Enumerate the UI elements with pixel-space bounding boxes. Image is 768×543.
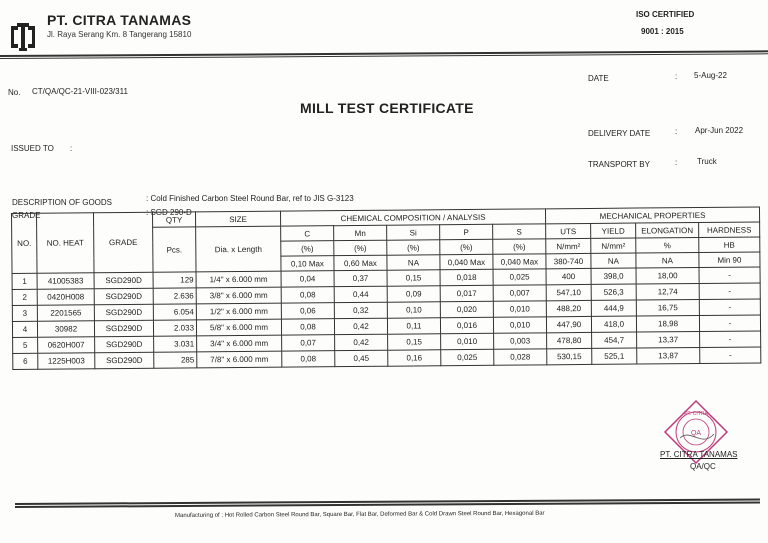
cell-s: 0,028 [494, 349, 547, 365]
cell-c: 0,07 [282, 335, 335, 351]
chem-col-limit: 0,040 Max [440, 254, 493, 269]
cell-qty: 2.636 [153, 288, 196, 304]
cell-heat: 41005383 [37, 273, 94, 289]
cell-no: 3 [12, 305, 37, 321]
cell-s: 0,010 [493, 301, 546, 317]
date-colon: : [675, 72, 678, 81]
chem-col-name: Si [387, 225, 440, 240]
col-qty-header: QTY [152, 212, 195, 227]
mech-col-limit: NA [636, 252, 699, 268]
cell-p: 0,018 [440, 269, 493, 285]
cell-size: 1/4" x 6.000 mm [196, 271, 281, 288]
cell-hardness: - [700, 331, 761, 348]
cell-heat: 30982 [37, 321, 94, 337]
date-value: 5-Aug-22 [694, 71, 727, 80]
transport-label: TRANSPORT BY [588, 160, 650, 169]
cell-elongation: 16,75 [636, 299, 699, 316]
cell-c: 0,04 [281, 271, 334, 287]
cell-yield: 526,3 [591, 284, 636, 300]
date-label: DATE [588, 74, 609, 83]
signatory-company: PT. CITRA TANAMAS [660, 450, 738, 459]
cell-yield: 418,0 [591, 316, 636, 332]
cell-qty: 285 [154, 352, 197, 368]
cell-si: 0,10 [387, 302, 440, 318]
chem-col-unit: (%) [493, 239, 546, 254]
cell-si: 0,11 [387, 318, 440, 334]
cell-no: 5 [13, 337, 38, 353]
mech-col-unit: N/mm² [591, 238, 636, 253]
col-no-header: NO. [12, 213, 38, 273]
mech-col-name: ELONGATION [636, 222, 699, 238]
cell-c: 0,06 [281, 303, 334, 319]
delivery-date-value: Apr-Jun 2022 [695, 126, 744, 135]
cell-p: 0,020 [440, 301, 493, 317]
mech-col-unit: N/mm² [546, 238, 591, 253]
cell-elongation: 13,37 [637, 331, 700, 348]
svg-text:QA: QA [690, 430, 702, 437]
cell-no: 6 [13, 353, 38, 369]
mech-col-limit: 380-740 [546, 253, 591, 268]
grade-label: GRADE [12, 211, 41, 220]
cell-si: 0,09 [387, 286, 440, 302]
cell-c: 0,08 [282, 351, 335, 367]
cell-hardness: - [699, 267, 760, 284]
cell-si: 0,16 [388, 350, 441, 366]
grade-value: : SGD 290-D [146, 208, 192, 217]
issued-to-label: ISSUED TO [11, 144, 54, 153]
company-logo-icon [8, 20, 38, 54]
company-name: PT. CITRA TANAMAS [47, 12, 192, 28]
cell-yield: 398,0 [591, 268, 636, 284]
cell-s: 0,003 [494, 333, 547, 349]
cell-hardness: - [699, 299, 760, 316]
cell-mn: 0,32 [334, 302, 387, 318]
chem-col-name: Mn [334, 225, 387, 240]
cell-p: 0,010 [441, 333, 494, 349]
cell-heat: 2201565 [37, 305, 94, 321]
cell-elongation: 18,98 [636, 315, 699, 332]
qty-unit-header: Pcs. [153, 227, 196, 272]
cell-grade: SGD290D [94, 320, 153, 337]
cell-size: 3/4" x 6.000 mm [197, 335, 282, 352]
mech-col-limit: Min 90 [699, 252, 760, 268]
transport-value: Truck [697, 157, 717, 166]
cell-qty: 129 [153, 272, 196, 288]
chem-col-limit: NA [387, 255, 440, 270]
cell-c: 0,08 [281, 287, 334, 303]
chem-col-unit: (%) [334, 240, 387, 255]
footer-divider [15, 498, 760, 508]
col-size-header: SIZE [195, 211, 280, 227]
cell-hardness: - [699, 315, 760, 332]
cell-c: 0,08 [281, 319, 334, 335]
signatory-department: QA/QC [690, 462, 716, 471]
transport-colon: : [675, 158, 678, 167]
col-grade-header: GRADE [94, 212, 154, 273]
cell-mn: 0,42 [334, 318, 387, 334]
cell-no: 4 [12, 321, 37, 337]
cell-grade: SGD290D [94, 304, 153, 321]
cell-uts: 478,80 [547, 332, 592, 348]
cell-yield: 444,9 [591, 300, 636, 316]
issued-to-colon: : [70, 144, 73, 153]
description-value: : Cold Finished Carbon Steel Round Bar, ref to JIS G-3123 [146, 194, 354, 203]
cell-qty: 3.031 [154, 336, 197, 352]
cell-s: 0,010 [493, 317, 546, 333]
chem-col-name: P [440, 224, 493, 239]
mill-test-table [11, 206, 761, 370]
cell-uts: 530,15 [547, 348, 592, 364]
chem-col-unit: (%) [281, 241, 334, 256]
cell-uts: 547,10 [546, 284, 591, 300]
company-address: Jl. Raya Serang Km. 8 Tangerang 15810 [47, 30, 192, 39]
cell-uts: 447,90 [546, 316, 591, 332]
chem-group-header: CHEMICAL COMPOSITION / ANALYSIS [280, 209, 545, 226]
cell-size: 1/2" x 6.000 mm [196, 303, 281, 320]
cell-yield: 454,7 [592, 332, 637, 348]
mech-group-header: MECHANICAL PROPERTIES [545, 207, 759, 224]
chem-col-name: C [281, 226, 334, 241]
cell-si: 0,15 [388, 334, 441, 350]
cell-no: 2 [12, 289, 37, 305]
cell-p: 0,016 [440, 317, 493, 333]
cell-mn: 0,42 [335, 334, 388, 350]
col-heat-header: NO. HEAT [37, 213, 95, 273]
mech-col-unit: HB [699, 237, 760, 253]
cell-mn: 0,37 [334, 270, 387, 286]
cell-elongation: 12,74 [636, 283, 699, 300]
iso-standard: 9001 : 2015 [641, 27, 684, 36]
cell-yield: 525,1 [592, 348, 637, 364]
cell-mn: 0,45 [335, 350, 388, 366]
chem-col-limit: 0,60 Max [334, 255, 387, 270]
svg-text:PT. CITRA: PT. CITRA [684, 411, 708, 417]
cell-grade: SGD290D [95, 352, 154, 369]
description-label: DESCRIPTION OF GOODS [12, 198, 113, 207]
doc-no-label: No. [8, 88, 21, 97]
chem-col-limit: 0,10 Max [281, 256, 334, 271]
chem-col-name: S [493, 224, 546, 239]
cell-si: 0,15 [387, 270, 440, 286]
footer-manufacturing-note: Manufacturing of : Hot Rolled Carbon Steel Round Bar, Square Bar, Flat Bar, Deformed Bar & Cold Drawn Steel Round Bar, Hexagonal Bar [174, 510, 545, 519]
cell-s: 0,007 [493, 285, 546, 301]
cell-grade: SGD290D [94, 288, 153, 305]
cell-qty: 6.054 [153, 304, 196, 320]
delivery-date-colon: : [675, 127, 678, 136]
cell-size: 7/8" x 6.000 mm [197, 351, 282, 368]
iso-certified-label: ISO CERTIFIED [636, 10, 695, 19]
mech-col-name: HARDNESS [699, 222, 760, 238]
chem-col-unit: (%) [387, 240, 440, 255]
cell-heat: 0420H008 [37, 289, 94, 305]
mech-col-unit: % [636, 237, 699, 253]
mech-col-name: UTS [546, 223, 591, 238]
cell-qty: 2.033 [153, 320, 196, 336]
size-sub-header: Dia. x Length [196, 226, 281, 272]
cell-p: 0,017 [440, 285, 493, 301]
delivery-date-label: DELIVERY DATE [588, 129, 651, 138]
cell-mn: 0,44 [334, 286, 387, 302]
chem-col-limit: 0,040 Max [493, 254, 546, 269]
cell-heat: 0620H007 [38, 337, 95, 353]
cell-size: 5/8" x 6.000 mm [196, 319, 281, 336]
cell-p: 0,025 [441, 349, 494, 365]
cell-elongation: 13,87 [637, 347, 700, 364]
cell-hardness: - [700, 347, 761, 364]
mech-col-name: YIELD [591, 223, 636, 238]
cell-s: 0,025 [493, 269, 546, 285]
cell-size: 3/8" x 6.000 mm [196, 287, 281, 304]
document-title: MILL TEST CERTIFICATE [300, 100, 474, 116]
cell-elongation: 18,00 [636, 267, 699, 284]
doc-no-value: CT/QA/QC-21-VIII-023/311 [32, 87, 128, 96]
cell-grade: SGD290D [94, 272, 153, 289]
cell-uts: 400 [546, 268, 591, 284]
chem-col-unit: (%) [440, 239, 493, 254]
header-divider [0, 50, 768, 59]
cell-grade: SGD290D [95, 336, 154, 353]
cell-uts: 488,20 [546, 300, 591, 316]
cell-hardness: - [699, 283, 760, 300]
cell-heat: 1225H003 [38, 353, 95, 369]
cell-no: 1 [12, 273, 37, 289]
mech-col-limit: NA [591, 253, 636, 268]
